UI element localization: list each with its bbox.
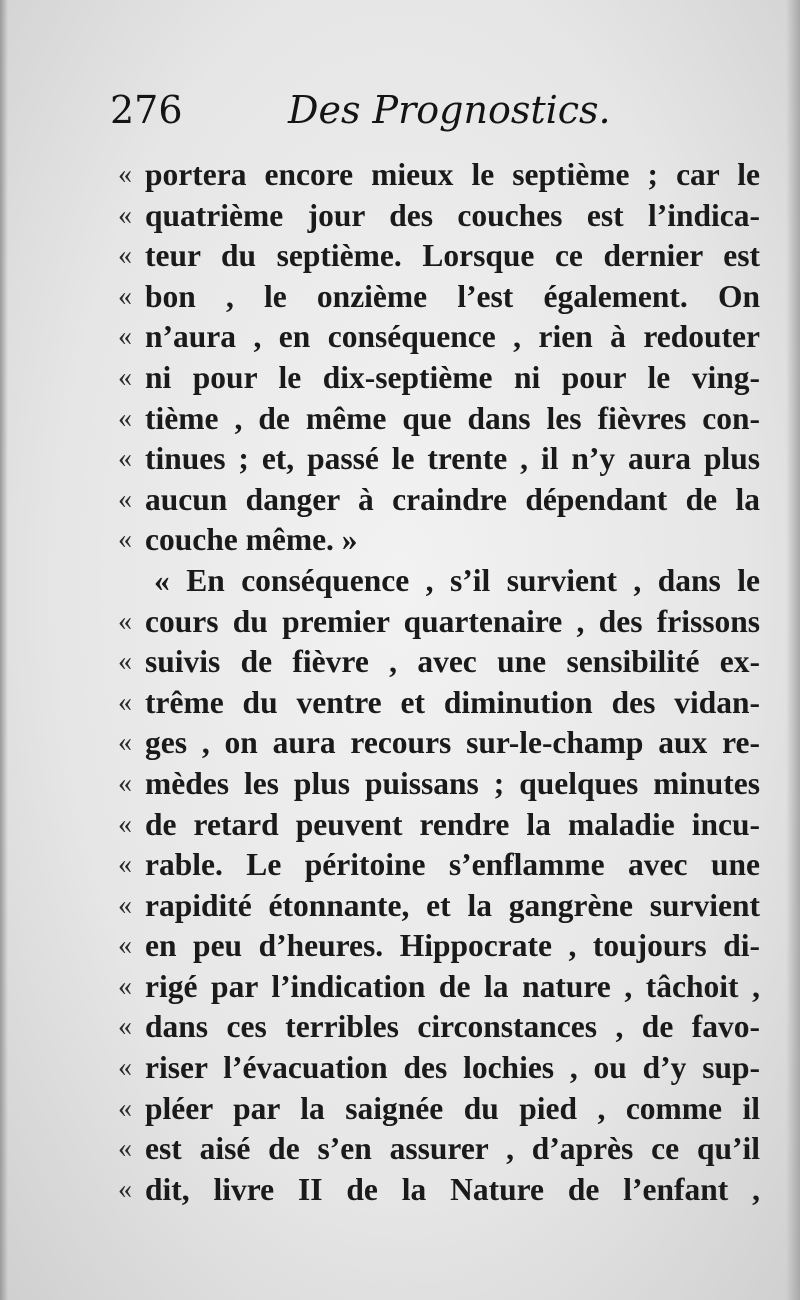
line-text: dans ces terribles circonstances , de favo- <box>145 1009 760 1045</box>
quote-mark: « <box>118 402 132 434</box>
quote-mark: « <box>118 280 132 312</box>
quote-mark: « <box>118 970 132 1002</box>
quote-mark: « <box>118 930 132 962</box>
line-text: ni pour le dix-septième ni pour le ving- <box>145 359 760 395</box>
line-text: cours du premier quartenaire , des frissons <box>145 603 760 639</box>
page-right-edge <box>786 0 800 1300</box>
text-line <box>118 926 770 967</box>
text-line <box>118 683 770 724</box>
line-text: tinues ; et, passé le trente , il n’y aura plus <box>145 441 760 477</box>
text-line <box>118 602 770 643</box>
quote-mark: « <box>118 1092 132 1124</box>
quote-mark: « <box>118 159 132 190</box>
line-text: rapidité étonnante, et la gangrène survient <box>145 887 760 923</box>
quote-mark: « <box>118 483 132 515</box>
text-line <box>118 1129 770 1170</box>
line-text: est aisé de s’en assurer , d’après ce qu’il <box>145 1131 760 1167</box>
text-line <box>118 520 770 561</box>
line-text: rigé par l’indication de la nature , tâchoit , <box>145 968 760 1004</box>
text-line <box>118 805 770 846</box>
quote-mark: « <box>118 849 132 881</box>
line-text: portera encore mieux le septième ; car le <box>145 157 760 192</box>
quote-mark: « <box>118 240 132 272</box>
line-text: bon , le onzième l’est également. On <box>145 278 760 314</box>
quote-mark: « <box>118 889 132 921</box>
text-line <box>118 967 770 1008</box>
body-text <box>118 155 770 1210</box>
text-line <box>118 723 770 764</box>
text-line <box>118 1089 770 1130</box>
line-text: quatrième jour des couches est l’indica- <box>145 197 760 233</box>
quote-mark: « <box>118 1011 132 1043</box>
text-line <box>118 1007 770 1048</box>
quote-mark: « <box>118 605 132 637</box>
quote-mark: « <box>118 1052 132 1084</box>
line-text: en peu d’heures. Hippocrate , toujours di- <box>145 928 760 964</box>
quote-mark: « <box>118 321 132 353</box>
quote-mark: « <box>118 808 132 840</box>
quote-mark: « <box>118 199 132 231</box>
line-text: trême du ventre et diminution des vidan- <box>145 684 760 720</box>
line-text: de retard peuvent rendre la maladie incu- <box>145 806 760 842</box>
page-left-edge <box>0 0 8 1300</box>
text-line <box>118 1048 770 1089</box>
quote-mark: « <box>118 361 132 393</box>
line-text: suivis de fièvre , avec une sensibilité ex- <box>145 644 760 680</box>
quote-mark: « <box>118 1173 132 1205</box>
quote-mark: « <box>118 767 132 799</box>
page-header <box>110 84 611 144</box>
text-line <box>118 480 770 521</box>
text-line <box>118 764 770 805</box>
text-line <box>118 561 770 602</box>
text-line <box>118 236 770 277</box>
text-line <box>118 886 770 927</box>
line-text: teur du septième. Lorsque ce dernier est <box>145 238 760 274</box>
text-line <box>118 642 770 683</box>
line-text: n’aura , en conséquence , rien à redouter <box>145 319 760 355</box>
quote-mark: « <box>118 686 132 718</box>
page-number: 276 <box>110 88 183 132</box>
line-text: « En conséquence , s’il survient , dans le <box>154 562 760 598</box>
text-line <box>118 196 770 237</box>
quote-mark: « <box>118 646 132 678</box>
line-text: tième , de même que dans les fièvres con- <box>145 400 760 436</box>
text-line <box>118 277 770 318</box>
line-text: couche même. » <box>145 522 358 558</box>
text-line <box>118 358 770 399</box>
line-text: aucun danger à craindre dépendant de la <box>145 481 760 517</box>
quote-mark: « <box>118 1133 132 1165</box>
line-text: pléer par la saignée du pied , comme il <box>145 1090 760 1126</box>
text-line <box>118 845 770 886</box>
text-line <box>118 439 770 480</box>
quote-mark: « <box>118 524 132 556</box>
text-line <box>118 155 770 196</box>
quote-mark: « <box>118 443 132 475</box>
line-text: rable. Le péritoine s’enflamme avec une <box>145 847 760 883</box>
line-text: mèdes les plus puissans ; quelques minutes <box>145 765 760 801</box>
text-line <box>118 317 770 358</box>
running-title: Des Prognostics. <box>288 88 611 132</box>
quote-mark: « <box>118 727 132 759</box>
line-text: dit, livre II de la Nature de l’enfant , <box>145 1171 760 1207</box>
text-line <box>118 1170 770 1211</box>
line-text: ges , on aura recours sur-le-champ aux re- <box>145 725 760 761</box>
text-line <box>118 399 770 440</box>
line-text: riser l’évacuation des lochies , ou d’y sup- <box>145 1050 760 1086</box>
